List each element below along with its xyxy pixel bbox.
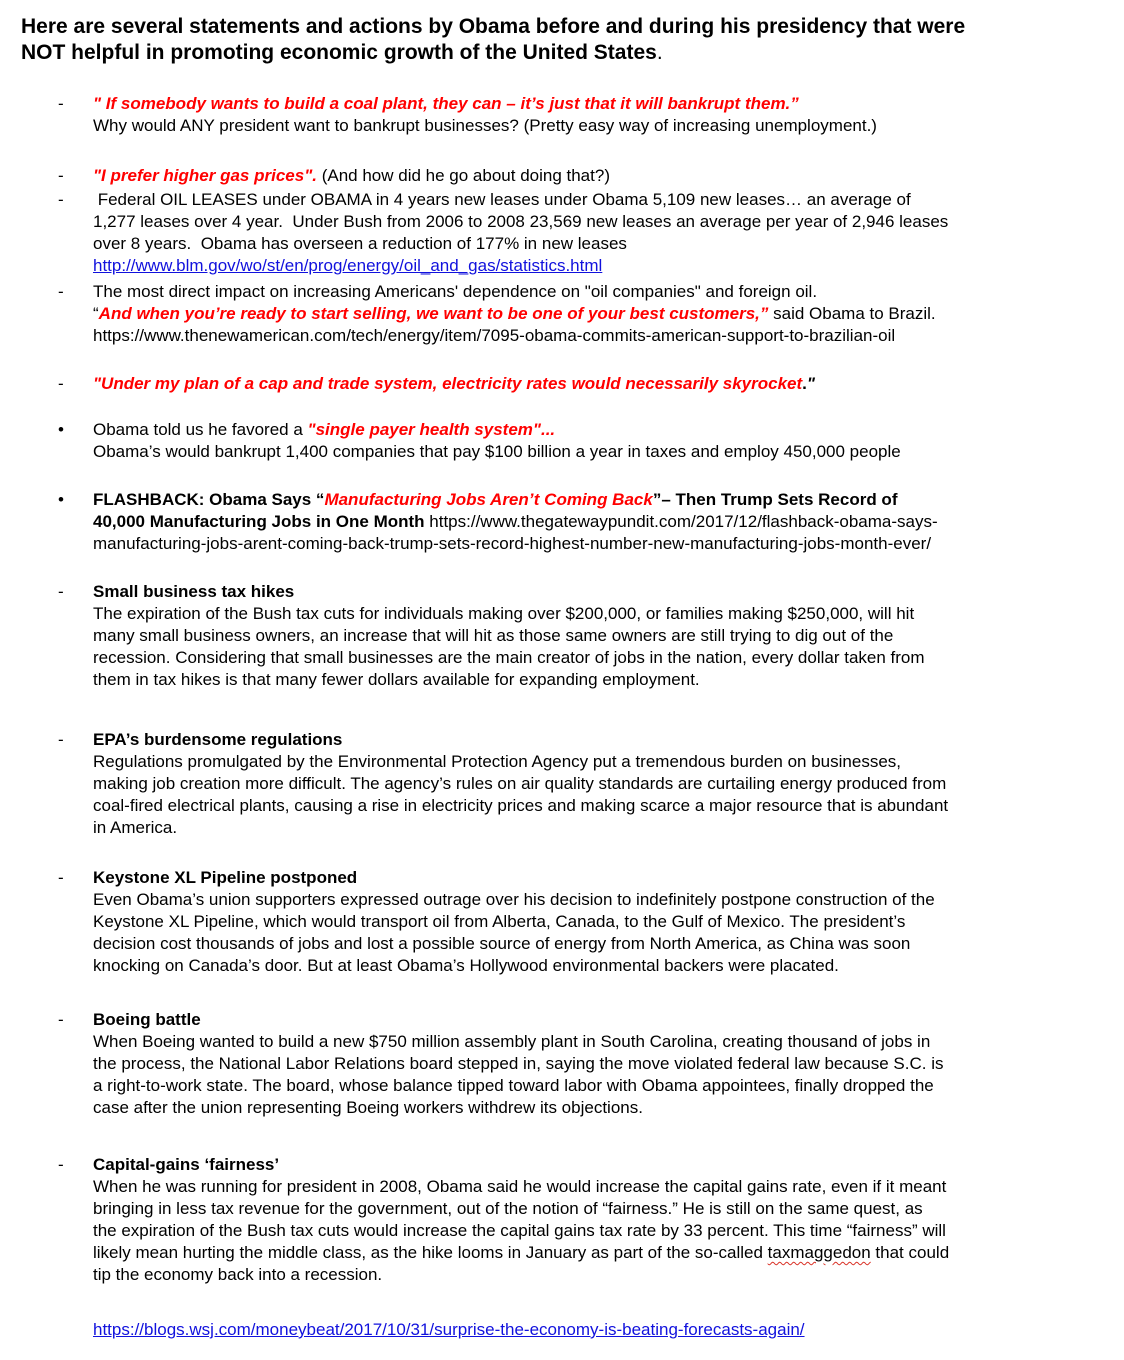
text-line: [21, 40, 1106, 66]
dash-marker: -: [58, 94, 64, 113]
item-content: [93, 419, 1106, 463]
text-segment: Obama’s would bankrupt 1,400 companies that pay $100 billion a year in taxes and employ 450,000 people: [93, 442, 901, 461]
text-line: [93, 1154, 1106, 1176]
wsj-article-link[interactable]: https://blogs.wsj.com/moneybeat/2017/10/31/surprise-the-economy-is-beating-forecasts-again/: [93, 1320, 805, 1339]
item-content: [93, 867, 1106, 977]
text-segment: The expiration of the Bush tax cuts for individuals making over $200,000, or families making $250,000, will hit: [93, 604, 915, 623]
text-segment: Keystone XL Pipeline postponed: [93, 868, 358, 887]
item-content: [93, 189, 1106, 277]
text-segment: recession. Considering that small businesses are the main creator of jobs in the nation, every dollar taken from: [93, 648, 925, 667]
text-segment: tip the economy back into a recession.: [93, 1265, 383, 1284]
document-title: [21, 14, 1106, 66]
item-content: [93, 373, 1106, 395]
text-line: [93, 115, 1106, 137]
text-segment: When Boeing wanted to build a new $750 million assembly plant in South Carolina, creating thousand of jobs in: [93, 1032, 931, 1051]
text-line: [93, 581, 1106, 603]
text-segment: Boeing battle: [93, 1010, 201, 1029]
text-line: [93, 1031, 1106, 1053]
text-segment: Here are several statements and actions by Obama before and during his presidency that were: [21, 15, 966, 38]
statement-capital-gains-fairness: [21, 1154, 1106, 1286]
text-line: [93, 189, 1106, 211]
text-segment: in America.: [93, 818, 178, 837]
text-line: [93, 533, 1106, 555]
gatewaypundit-url: https://www.thegatewaypundit.com/2017/12/flashback-obama-says-: [429, 512, 938, 531]
text-segment: knocking on Canada’s door. But at least Obama’s Hollywood environmental backers were placated.: [93, 956, 839, 975]
text-line: [93, 751, 1106, 773]
dash-marker: -: [58, 1010, 64, 1029]
text-segment: FLASHBACK: Obama Says “: [93, 490, 325, 509]
text-segment: Small business tax hikes: [93, 582, 295, 601]
statement-wsj-source-link: [21, 1319, 1106, 1341]
text-line: [93, 603, 1106, 625]
text-segment: 40,000 Manufacturing Jobs in One Month: [93, 512, 430, 531]
text-line: [93, 441, 1106, 463]
text-line: [93, 1242, 1106, 1264]
statement-cap-and-trade: [21, 373, 1106, 395]
text-segment: Federal OIL LEASES under OBAMA in 4 years new leases under Obama 5,109 new leases… an average of: [93, 190, 911, 209]
dash-marker: -: [58, 582, 64, 601]
statement-boeing-battle: [21, 1009, 1106, 1119]
item-content: [93, 581, 1106, 691]
text-segment: "Under my plan of a cap and trade system, electricity rates would necessarily skyrocket: [93, 374, 803, 393]
text-segment: “: [93, 304, 99, 323]
text-line: [93, 817, 1106, 839]
statement-epa-regulations: [21, 729, 1106, 839]
dash-marker: -: [58, 190, 64, 209]
item-content: [93, 1319, 1106, 1341]
text-line: [93, 773, 1106, 795]
text-line: [93, 933, 1106, 955]
text-segment: EPA’s burdensome regulations: [93, 730, 343, 749]
text-segment: over 8 years. Obama has overseen a reduction of 177% in new leases: [93, 234, 627, 253]
blm-statistics-link[interactable]: http://www.blm.gov/wo/st/en/prog/energy/oil_and_gas/statistics.html: [93, 256, 603, 275]
text-segment: Keystone XL Pipeline, which would transport oil from Alberta, Canada, to the Gulf of Mexico. The president’s: [93, 912, 906, 931]
statement-gas-prices: [21, 165, 1106, 187]
text-line: [93, 911, 1106, 933]
text-segment: The most direct impact on increasing Americans' dependence on "oil companies" and foreign oil.: [93, 282, 818, 301]
text-line: [93, 1220, 1106, 1242]
text-line: [93, 669, 1106, 691]
item-content: [93, 489, 1106, 555]
statement-single-payer: [21, 419, 1106, 463]
thenewamerican-url: https://www.thenewamerican.com/tech/energy/item/7095-obama-commits-american-support-to-brazilian-oil: [93, 326, 896, 345]
text-line: [93, 795, 1106, 817]
text-segment: (And how did he go about doing that?): [316, 166, 610, 185]
statement-oil-leases: [21, 189, 1106, 277]
dash-marker: -: [58, 282, 64, 301]
text-line: [93, 1264, 1106, 1286]
text-line: [93, 211, 1106, 233]
text-line: [93, 93, 1106, 115]
item-content: [93, 1009, 1106, 1119]
text-segment: .: [656, 41, 663, 64]
statement-list: [21, 93, 1106, 1341]
text-line: [93, 233, 1106, 255]
dash-marker: -: [58, 868, 64, 887]
text-line: [93, 889, 1106, 911]
text-segment: making job creation more difficult. The agency’s rules on air quality standards are curtailing energy produced from: [93, 774, 947, 793]
text-segment: said Obama to Brazil.: [768, 304, 936, 323]
text-line: [93, 625, 1106, 647]
text-segment: "single payer health system"...: [307, 420, 556, 439]
item-content: [93, 281, 1106, 347]
text-segment: 1,277 leases over 4 year. Under Bush from 2006 to 2008 23,569 new leases an average per year of 2,946 leases: [93, 212, 949, 231]
text-segment: them in tax hikes is that many fewer dollars available for expanding employment.: [93, 670, 700, 689]
text-segment: When he was running for president in 2008, Obama said he would increase the capital gains rate, even if it meant: [93, 1177, 947, 1196]
text-line: [93, 1075, 1106, 1097]
item-content: [93, 1154, 1106, 1286]
text-segment: the process, the National Labor Relations board stepped in, saying the move violated federal law because S.C. is: [93, 1054, 944, 1073]
text-segment: the expiration of the Bush tax cuts would increase the capital gains tax rate by 33 percent. This time “fairness” will: [93, 1221, 946, 1240]
text-segment: decision cost thousands of jobs and lost a possible source of energy from North America, as China was soon: [93, 934, 911, 953]
text-segment: Capital-gains ‘fairness’: [93, 1155, 280, 1174]
statement-oil-dependence: [21, 281, 1106, 347]
bullet-marker: •: [58, 490, 64, 509]
text-line: [21, 14, 1106, 40]
dash-marker: -: [58, 166, 64, 185]
text-segment: Why would ANY president want to bankrupt businesses? (Pretty easy way of increasing unemployment.): [93, 116, 877, 135]
text-segment: Obama told us he favored a: [93, 420, 308, 439]
text-segment: "I prefer higher gas prices".: [93, 166, 317, 185]
text-line: [93, 1319, 1106, 1341]
text-segment: bringing in less tax revenue for the government, out of the notion of “fairness.” He is still on the same quest, as: [93, 1199, 923, 1218]
statement-small-business-tax-hikes: [21, 581, 1106, 691]
gatewaypundit-url: manufacturing-jobs-arent-coming-back-trump-sets-record-highest-number-new-manufacturing-jobs-month-ever/: [93, 534, 932, 553]
text-line: [93, 867, 1106, 889]
text-segment: Manufacturing Jobs Aren’t Coming Back: [324, 490, 653, 509]
text-line: [93, 1176, 1106, 1198]
text-line: [93, 955, 1106, 977]
text-line: [93, 489, 1106, 511]
statement-coal-plant-quote: [21, 93, 1106, 137]
bullet-marker: •: [58, 420, 64, 439]
text-segment: " If somebody wants to build a coal plant, they can – it’s just that it will bankrupt them.”: [93, 94, 799, 113]
text-line: [93, 729, 1106, 751]
text-line: [93, 325, 1106, 347]
text-segment: that could: [870, 1243, 950, 1262]
text-line: [93, 1009, 1106, 1031]
misspelled-word-taxmaggedon: taxmaggedon: [767, 1243, 871, 1262]
statement-keystone-pipeline: [21, 867, 1106, 977]
text-line: [93, 255, 1106, 277]
text-line: [93, 281, 1106, 303]
text-line: [93, 419, 1106, 441]
text-segment: .: [802, 374, 807, 393]
dash-marker: -: [58, 730, 64, 749]
text-line: [93, 373, 1106, 395]
statement-flashback-manufacturing: [21, 489, 1106, 555]
text-segment: coal-fired electrical plants, causing a rise in electricity prices and making scarce a major resource that is abundant: [93, 796, 949, 815]
text-segment: Even Obama’s union supporters expressed outrage over his decision to indefinitely postpone construction of the: [93, 890, 935, 909]
text-segment: NOT helpful in promoting economic growth of the United States: [21, 41, 657, 64]
item-content: [93, 729, 1106, 839]
text-line: [93, 165, 1106, 187]
text-segment: likely mean hurting the middle class, as the hike looms in January as part of the so-called: [93, 1243, 768, 1262]
text-segment: many small business owners, an increase that will hit as those same owners are still trying to dig out of the: [93, 626, 894, 645]
text-line: [93, 303, 1106, 325]
text-segment: case after the union representing Boeing workers withdrew its objections.: [93, 1098, 643, 1117]
text-segment: And when you’re ready to start selling, we want to be one of your best customers,”: [98, 304, 769, 323]
text-line: [93, 511, 1106, 533]
dash-marker: -: [58, 1155, 64, 1174]
text-line: [93, 1198, 1106, 1220]
item-content: [93, 165, 1106, 187]
item-content: [93, 93, 1106, 137]
text-line: [93, 1053, 1106, 1075]
text-segment: ”– Then Trump Sets Record of: [652, 490, 898, 509]
dash-marker: -: [58, 374, 64, 393]
text-segment: Regulations promulgated by the Environmental Protection Agency put a tremendous burden on businesses,: [93, 752, 901, 771]
text-segment: ": [806, 374, 815, 393]
text-line: [93, 647, 1106, 669]
text-line: [93, 1097, 1106, 1119]
text-segment: a right-to-work state. The board, whose balance tipped toward labor with Obama appointees, finally dropped the: [93, 1076, 934, 1095]
